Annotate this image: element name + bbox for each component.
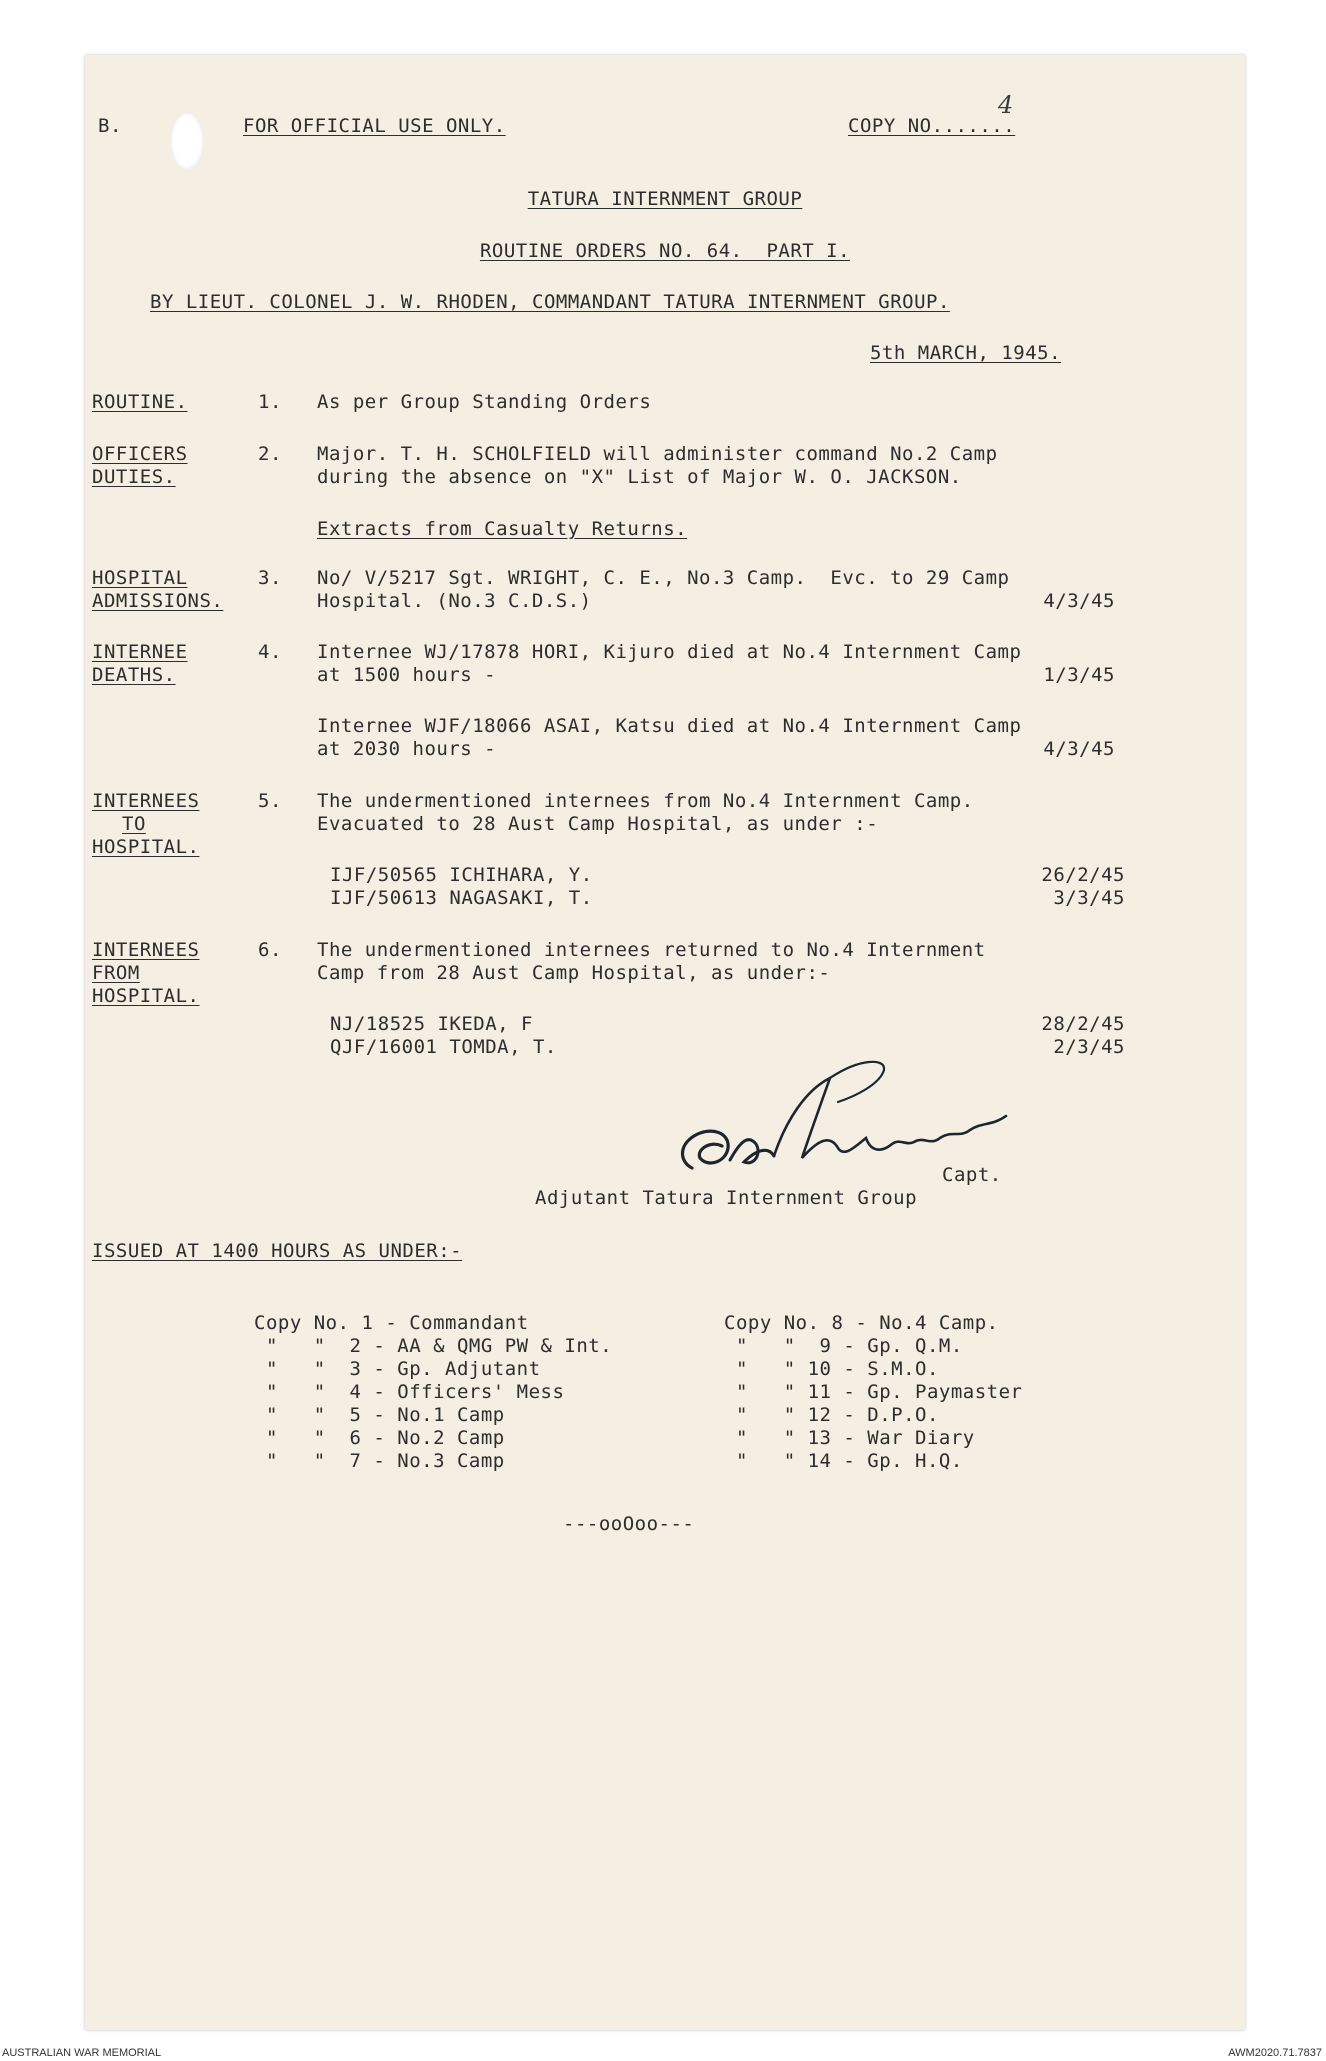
order-2-line1: Major. T. H. SCHOLFIELD will administer command No.2 Camp <box>317 443 998 465</box>
signatory-title: Adjutant Tatura Internment Group <box>535 1187 918 1209</box>
classification-label: FOR OFFICIAL USE ONLY. <box>243 115 506 137</box>
distribution-left-item: " " 3 - Gp. Adjutant <box>254 1358 541 1380</box>
order-3-line2: Hospital. (No.3 C.D.S.) <box>317 590 592 612</box>
order-6-heading-line1: INTERNEES <box>92 939 200 961</box>
order-1-text: As per Group Standing Orders <box>317 391 652 413</box>
order-4a-line1: Internee WJ/17878 HORI, Kijuro died at No.4 Internment Camp <box>317 641 1022 663</box>
order-4a-line2: at 1500 hours - <box>317 664 497 686</box>
order-4-heading-line2: DEATHS. <box>92 664 176 686</box>
distribution-right-item: " " 12 - D.P.O. <box>724 1404 939 1426</box>
distribution-left-item: " " 6 - No.2 Camp <box>254 1427 505 1449</box>
order-4a-date: 1/3/45 <box>1043 664 1115 686</box>
document-date: 5th MARCH, 1945. <box>870 342 1062 364</box>
distribution-right-item: Copy No. 8 - No.4 Camp. <box>724 1312 999 1334</box>
order-6-number: 6. <box>258 939 282 961</box>
copy-number-label: COPY NO....... <box>848 115 1016 137</box>
order-3-date: 4/3/45 <box>1043 590 1115 612</box>
order-4-number: 4. <box>258 641 282 663</box>
punch-hole <box>170 112 204 170</box>
distribution-right-item: " " 14 - Gp. H.Q. <box>724 1450 963 1472</box>
order-6-entry-date: 28/2/45 <box>1041 1013 1125 1035</box>
order-1-heading: ROUTINE. <box>92 391 188 413</box>
order-4b-line1: Internee WJF/18066 ASAI, Katsu died at No.4 Internment Camp <box>317 715 1022 737</box>
order-5-entry-date: 26/2/45 <box>1041 864 1125 886</box>
order-6-entry-date: 2/3/45 <box>1053 1036 1125 1058</box>
order-4b-date: 4/3/45 <box>1043 738 1115 760</box>
distribution-left-item: " " 2 - AA & QMG PW & Int. <box>254 1335 613 1357</box>
order-5-entry-date: 3/3/45 <box>1053 887 1125 909</box>
order-5-heading-line3: HOSPITAL. <box>92 836 200 858</box>
order-5-line1: The undermentioned internees from No.4 Internment Camp. <box>317 790 974 812</box>
issuing-authority: BY LIEUT. COLONEL J. W. RHODEN, COMMANDANT TATURA INTERNMENT GROUP. <box>150 291 950 313</box>
order-5-heading-line2: TO <box>122 813 146 835</box>
document-subtitle: ROUTINE ORDERS NO. 64. PART I. <box>479 240 851 262</box>
footer-institution: AUSTRALIAN WAR MEMORIAL <box>2 2047 162 2059</box>
order-5-entry-name: IJF/50613 NAGASAKI, T. <box>330 887 593 909</box>
order-6-line2: Camp from 28 Aust Camp Hospital, as under:- <box>317 962 831 984</box>
order-3-number: 3. <box>258 567 282 589</box>
order-5-number: 5. <box>258 790 282 812</box>
order-5-entry-name: IJF/50565 ICHIHARA, Y. <box>330 864 593 886</box>
order-6-entry-name: NJ/18525 IKEDA, F <box>330 1013 533 1035</box>
order-6-entry-name: QJF/16001 TOMDA, T. <box>330 1036 557 1058</box>
order-5-heading-line1: INTERNEES <box>92 790 200 812</box>
order-5-line2: Evacuated to 28 Aust Camp Hospital, as under :- <box>317 813 879 835</box>
order-2-line2: during the absence on "X" List of Major W. O. JACKSON. <box>317 466 962 488</box>
copy-number-handwritten: 4 <box>998 91 1014 119</box>
footer-accession-number: AWM2020.71.7837 <box>1228 2047 1322 2059</box>
order-3-heading-line1: HOSPITAL <box>92 567 188 589</box>
distribution-left-item: " " 5 - No.1 Camp <box>254 1404 505 1426</box>
distribution-right-item: " " 10 - S.M.O. <box>724 1358 939 1380</box>
order-6-line1: The undermentioned internees returned to No.4 Internment <box>317 939 986 961</box>
document-title: TATURA INTERNMENT GROUP <box>527 188 803 210</box>
distribution-right-item: " " 13 - War Diary <box>724 1427 975 1449</box>
end-mark: ---ooOoo--- <box>563 1513 695 1535</box>
extracts-heading: Extracts from Casualty Returns. <box>317 518 688 540</box>
order-4-heading-line1: INTERNEE <box>92 641 188 663</box>
order-2-heading-line1: OFFICERS <box>92 443 188 465</box>
order-1-number: 1. <box>258 391 282 413</box>
distribution-left-item: " " 7 - No.3 Camp <box>254 1450 505 1472</box>
order-2-number: 2. <box>258 443 282 465</box>
distribution-right-item: " " 9 - Gp. Q.M. <box>724 1335 963 1357</box>
distribution-left-item: " " 4 - Officers' Mess <box>254 1381 565 1403</box>
order-6-heading-line2: FROM <box>92 962 140 984</box>
signatory-rank: Capt. <box>942 1164 1002 1186</box>
order-2-heading-line2: DUTIES. <box>92 466 176 488</box>
distribution-heading: ISSUED AT 1400 HOURS AS UNDER:- <box>92 1240 463 1262</box>
signature-mark <box>670 1050 1030 1180</box>
section-letter: B. <box>98 115 122 137</box>
order-3-line1: No/ V/5217 Sgt. WRIGHT, C. E., No.3 Camp. Evc. to 29 Camp <box>317 567 1010 589</box>
distribution-left-item: Copy No. 1 - Commandant <box>254 1312 529 1334</box>
order-4b-line2: at 2030 hours - <box>317 738 497 760</box>
order-3-heading-line2: ADMISSIONS. <box>92 590 224 612</box>
order-6-heading-line3: HOSPITAL. <box>92 985 200 1007</box>
distribution-right-item: " " 11 - Gp. Paymaster <box>724 1381 1023 1403</box>
